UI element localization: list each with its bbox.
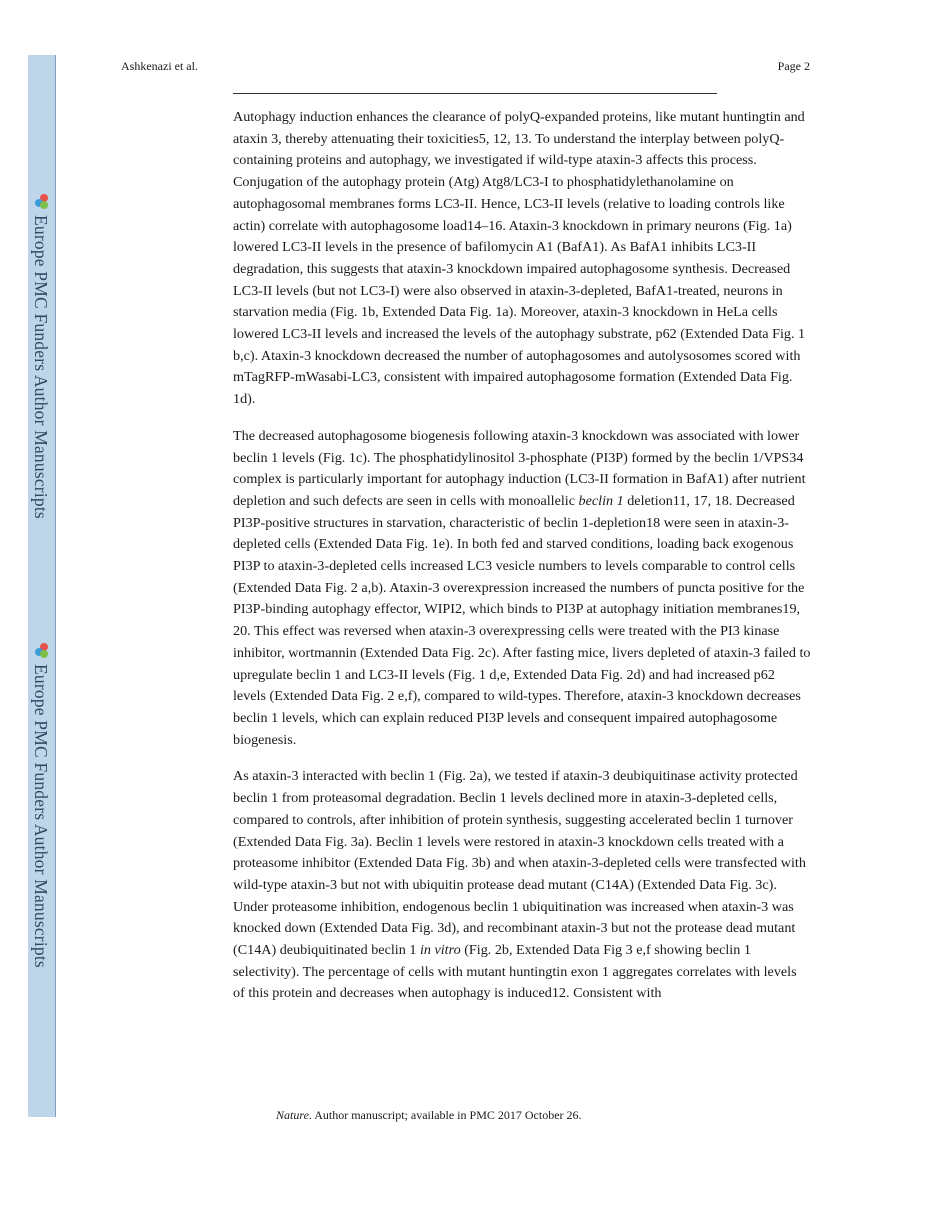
sidebar-label-group — [28, 193, 55, 573]
header-rule — [233, 93, 717, 94]
sidebar-label-group — [28, 642, 55, 1022]
europe-pmc-logo-icon — [34, 642, 49, 659]
europe-pmc-logo-icon — [34, 193, 49, 210]
sidebar-label: Europe PMC Funders Author Manuscripts — [31, 215, 51, 519]
article-body — [233, 107, 811, 1020]
running-head-page-number: Page 2 — [777, 59, 810, 73]
paragraph — [233, 107, 811, 411]
paragraph — [233, 426, 811, 752]
sidebar-label: Europe PMC Funders Author Manuscripts — [31, 664, 51, 968]
paragraph-text: The decreased autophagosome biogenesis following ataxin-3 knockdown was associated with lower beclin 1 levels (Fig. 1c). The phosphatidylinositol 3-phosphate (PI3P) formed by the beclin 1/VPS34 complex is particularly important for autophagy induction (LC3-II formation in BafA1) after nutrient depletion and such defects are seen in cells with monoallelic — [233, 427, 806, 509]
paragraph-text: As ataxin-3 interacted with beclin 1 (Fig. 2a), we tested if ataxin-3 deubiquitinase activity protected beclin 1 from proteasomal degradation. Beclin 1 levels declined more in ataxin-3-depleted cells, compared to controls, after inhibition of protein synthesis, suggesting accelerated beclin 1 turnover (Extended Data Fig. 3a). Beclin 1 levels were restored in ataxin-3 knockdown cells treated with a proteasome inhibitor (Extended Data Fig. 3b) and when ataxin-3-depleted cells were transfected with wild-type ataxin-3 but not with ubiquitin protease dead mutant (C14A) (Extended Data Fig. 3c). Under proteasome inhibition, endogenous beclin 1 ubiquitination was increased when ataxin-3 was knocked down (Extended Data Fig. 3d), and recombinant ataxin-3 but not the protease dead mutant (C14A) deubiquitinated beclin 1 — [233, 768, 806, 959]
page-footer — [276, 1108, 582, 1123]
running-head-author: Ashkenazi et al. — [121, 59, 198, 73]
gene-name-italic: beclin 1 — [578, 492, 624, 509]
paragraph-text: Autophagy induction enhances the clearance of polyQ-expanded proteins, like mutant huntingtin and ataxin 3, thereby attenuating their toxicities5, 12, 13. To understand the interplay between polyQ-containing proteins and autophagy, we investigated if wild-type ataxin-3 affects this process. Conjugation of the autophagy protein (Atg) Atg8/LC3-I to phosphatidylethanolamine on autophagosomal membranes forms LC3-II. Hence, LC3-II levels (relative to loading controls like actin) correlate with autophagosome load14–16. Ataxin-3 knockdown in primary neurons (Fig. 1a) lowered LC3-II levels in the presence of bafilomycin A1 (BafA1). As BafA1 inhibits LC3-II degradation, this suggests that ataxin-3 knockdown impaired autophagosome synthesis. Decreased LC3-II levels (but not LC3-I) were also observed in ataxin-3-depleted, BafA1-treated, neurons in starvation media (Fig. 1b, Extended Data Fig. 1a). Moreover, ataxin-3 knockdown in HeLa cells lowered LC3-II levels and increased the levels of the autophagy substrate, p62 (Extended Data Fig. 1 b,c). Ataxin-3 knockdown decreased the number of autophagosomes and autolysosomes scored with mTagRFP-mWasabi-LC3, consistent with impaired autophagosome formation (Extended Data Fig. 1d). — [233, 109, 806, 408]
footer-note: . Author manuscript; available in PMC 2017 October 26. — [308, 1108, 582, 1122]
paragraph-text: (Fig. 2b, Extended Data Fig 3 e,f showing beclin 1 selectivity). The percentage of cells with mutant huntingtin exon 1 aggregates correlates with levels of this protein and decreases when autophagy is induced12. Consistent with — [233, 942, 797, 1002]
paragraph — [233, 766, 811, 1005]
funder-sidebar — [28, 55, 56, 1117]
paragraph-text: deletion11, 17, 18. Decreased PI3P-positive structures in starvation, characteristic of beclin 1-depletion18 were seen in ataxin-3-depleted cells (Extended Data Fig. 1e). In both fed and starved conditions, loading back exogenous PI3P to ataxin-3-depleted cells increased LC3 vesicle numbers to levels comparable to control cells (Extended Data Fig. 2 a,b). Ataxin-3 overexpression increased the numbers of puncta positive for the PI3P-binding autophagy effector, WIPI2, which binds to PI3P at autophagy initiation membranes19, 20. This effect was reversed when ataxin-3 overexpressing cells were treated with the PI3 kinase inhibitor, wortmannin (Extended Data Fig. 2c). After fasting mice, livers depleted of ataxin-3 failed to upregulate beclin 1 and LC3-II levels (Fig. 1 d,e, Extended Data Fig. 2d) and had increased p62 levels (Extended Data Fig. 2 e,f), compared to wild-types. Therefore, ataxin-3 knockdown decreases beclin 1 levels, which can explain reduced PI3P levels and consequent impaired autophagosome biogenesis. — [233, 492, 811, 748]
latin-term-italic: in vitro — [419, 942, 461, 959]
journal-name: Nature — [276, 1108, 309, 1122]
